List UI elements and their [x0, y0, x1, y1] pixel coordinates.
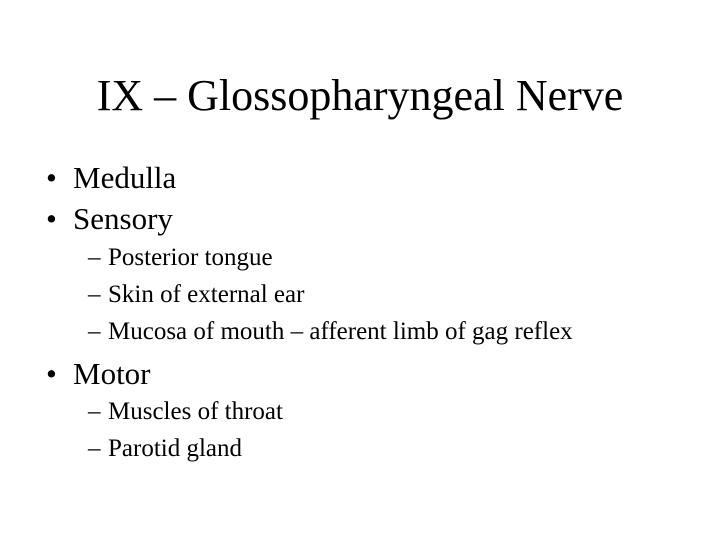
subitem-skin-of-external-ear: [88, 278, 304, 312]
bullet-marker: •: [46, 160, 57, 195]
subitem-text: Mucosa of mouth – afferent limb of gag reflex: [108, 318, 573, 345]
dash-marker: –: [88, 398, 101, 425]
subitem-text: Parotid gland: [108, 435, 243, 462]
subitem-text: Muscles of throat: [108, 398, 283, 425]
subitem-posterior-tongue: [88, 241, 273, 275]
bullet-item-medulla: [46, 158, 176, 198]
dash-marker: –: [88, 244, 101, 271]
subitem-mucosa-of-mouth: [88, 315, 573, 349]
bullet-text: Sensory: [73, 201, 173, 236]
dash-marker: –: [88, 318, 101, 345]
dash-marker: –: [88, 281, 101, 308]
subitem-parotid-gland: [88, 432, 242, 466]
bullet-marker: •: [46, 201, 57, 236]
bullet-marker: •: [46, 356, 57, 391]
bullet-item-sensory: [46, 199, 173, 239]
dash-marker: –: [88, 435, 101, 462]
bullet-item-motor: [46, 354, 151, 394]
bullet-text: Medulla: [73, 160, 177, 195]
subitem-text: Skin of external ear: [108, 281, 305, 308]
subitem-muscles-of-throat: [88, 395, 283, 429]
subitem-text: Posterior tongue: [108, 244, 273, 271]
slide-title: IX – Glossopharyngeal Nerve: [96, 71, 624, 120]
bullet-text: Motor: [73, 356, 151, 391]
